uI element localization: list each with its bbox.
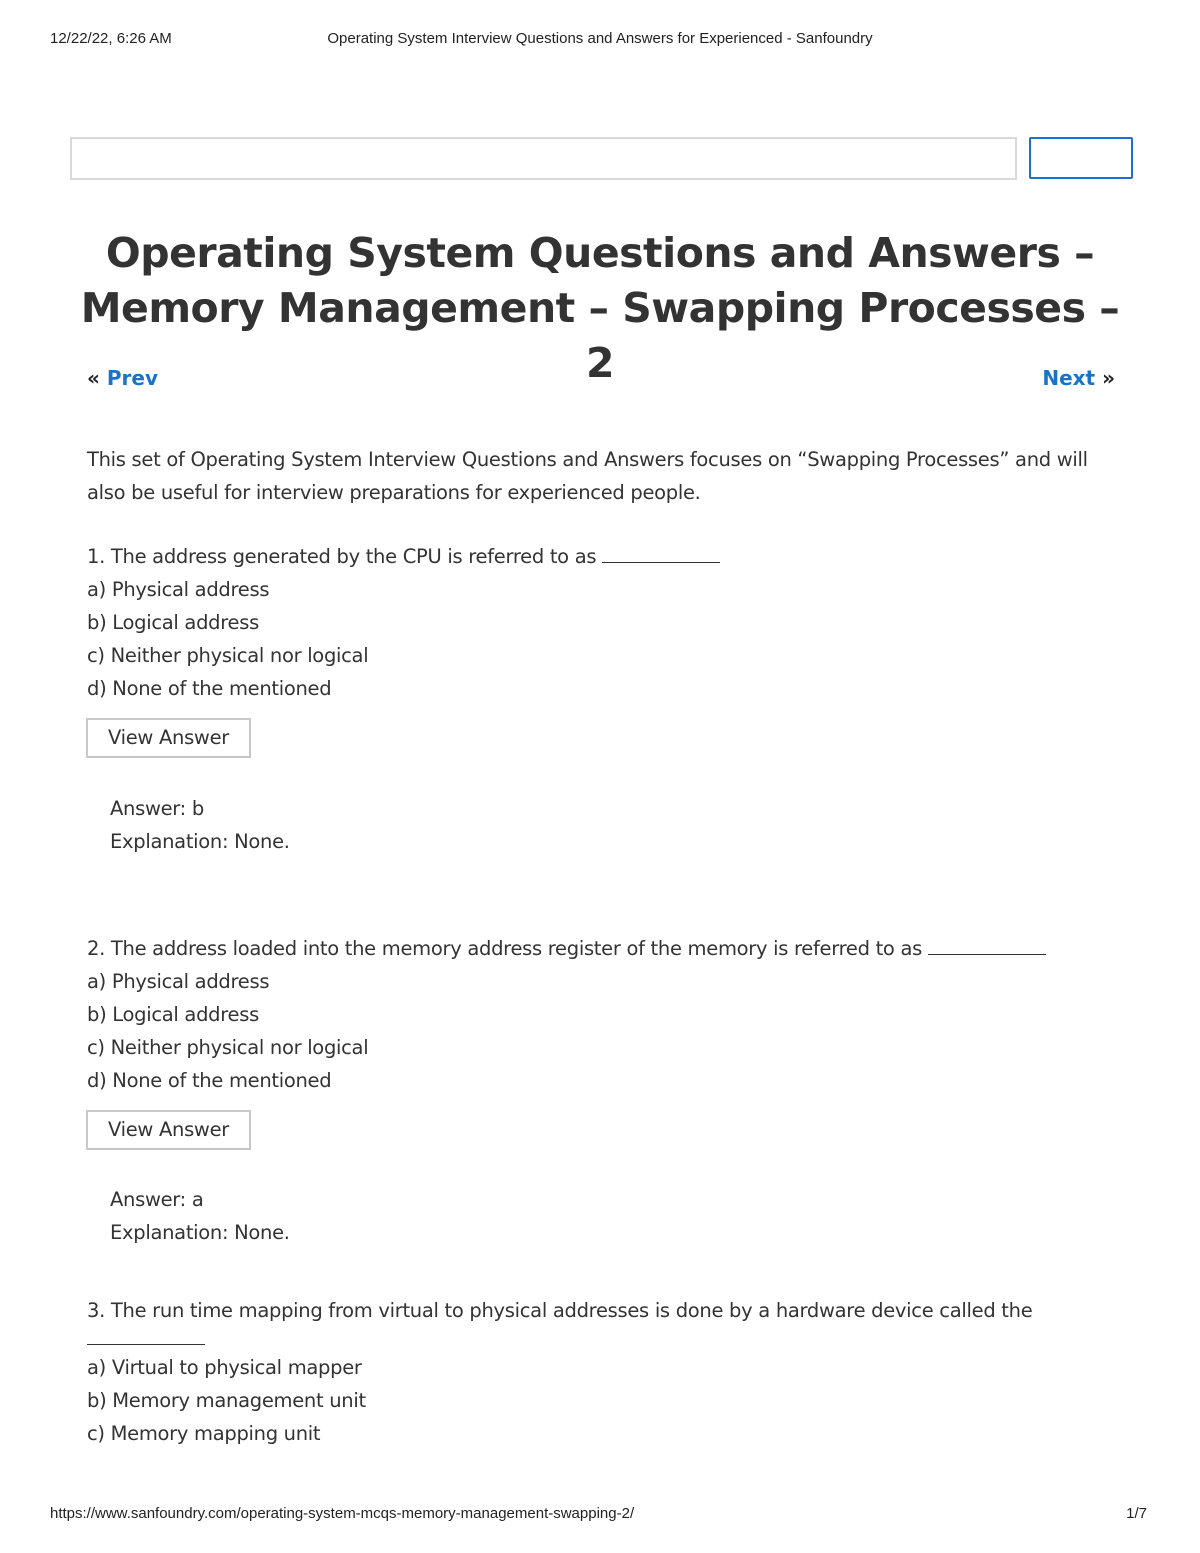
explanation-text: Explanation: None. bbox=[110, 1221, 290, 1244]
nav-prev bbox=[87, 366, 158, 390]
question-2 bbox=[87, 932, 1127, 1097]
print-footer bbox=[0, 1505, 1200, 1527]
answer-blank bbox=[87, 1327, 205, 1345]
page-title-line-2: Memory Management – Swapping Processes – 2 bbox=[80, 284, 1120, 387]
print-header bbox=[0, 30, 1200, 52]
question-text: 3. The run time mapping from virtual to physical addresses is done by a hardware device called the bbox=[87, 1299, 1033, 1322]
intro-paragraph: This set of Operating System Interview Questions and Answers focuses on “Swapping Processes” and will also be useful for interview preparations for experienced people. bbox=[87, 448, 1088, 504]
answer-text: Answer: b bbox=[110, 797, 204, 820]
search-input[interactable] bbox=[70, 137, 1017, 180]
answer-blank bbox=[928, 933, 1046, 955]
option-b: b) Logical address bbox=[87, 1003, 259, 1026]
print-date: 12/22/22, 6:26 AM bbox=[50, 30, 172, 47]
question-1 bbox=[87, 540, 1127, 705]
question-text: 2. The address loaded into the memory address register of the memory is referred to as bbox=[87, 932, 1127, 965]
prev-marker: « bbox=[87, 366, 100, 390]
option-a: a) Physical address bbox=[87, 578, 270, 601]
next-link[interactable]: Next bbox=[1042, 366, 1096, 390]
print-document-title: Operating System Interview Questions and Answers for Experienced - Sanfoundry bbox=[327, 30, 873, 47]
option-d: d) None of the mentioned bbox=[87, 677, 332, 700]
print-page-count: 1/7 bbox=[1126, 1505, 1147, 1522]
question-3 bbox=[87, 1294, 1127, 1450]
answer-text: Answer: a bbox=[110, 1188, 204, 1211]
option-a: a) Virtual to physical mapper bbox=[87, 1356, 362, 1379]
print-url: https://www.sanfoundry.com/operating-system-mcqs-memory-management-swapping-2/ bbox=[50, 1505, 635, 1522]
option-b: b) Memory management unit bbox=[87, 1389, 366, 1412]
nav-next bbox=[1042, 366, 1115, 390]
view-answer-button[interactable]: View Answer bbox=[86, 1110, 251, 1150]
view-answer-button[interactable]: View Answer bbox=[86, 718, 251, 758]
answer-block bbox=[110, 1183, 710, 1249]
option-c: c) Neither physical nor logical bbox=[87, 1036, 369, 1059]
page-title-line-1: Operating System Questions and Answers – bbox=[105, 229, 1095, 277]
prev-link[interactable]: Prev bbox=[106, 366, 159, 390]
answer-block bbox=[110, 792, 710, 858]
option-c: c) Memory mapping unit bbox=[87, 1422, 321, 1445]
option-a: a) Physical address bbox=[87, 970, 270, 993]
question-text: 1. The address generated by the CPU is referred to as bbox=[87, 540, 1127, 573]
option-b: b) Logical address bbox=[87, 611, 259, 634]
option-d: d) None of the mentioned bbox=[87, 1069, 332, 1092]
page-title bbox=[60, 226, 1140, 391]
search-button[interactable] bbox=[1029, 137, 1133, 179]
answer-blank bbox=[602, 541, 720, 563]
explanation-text: Explanation: None. bbox=[110, 830, 290, 853]
next-marker: » bbox=[1102, 366, 1115, 390]
option-c: c) Neither physical nor logical bbox=[87, 644, 369, 667]
